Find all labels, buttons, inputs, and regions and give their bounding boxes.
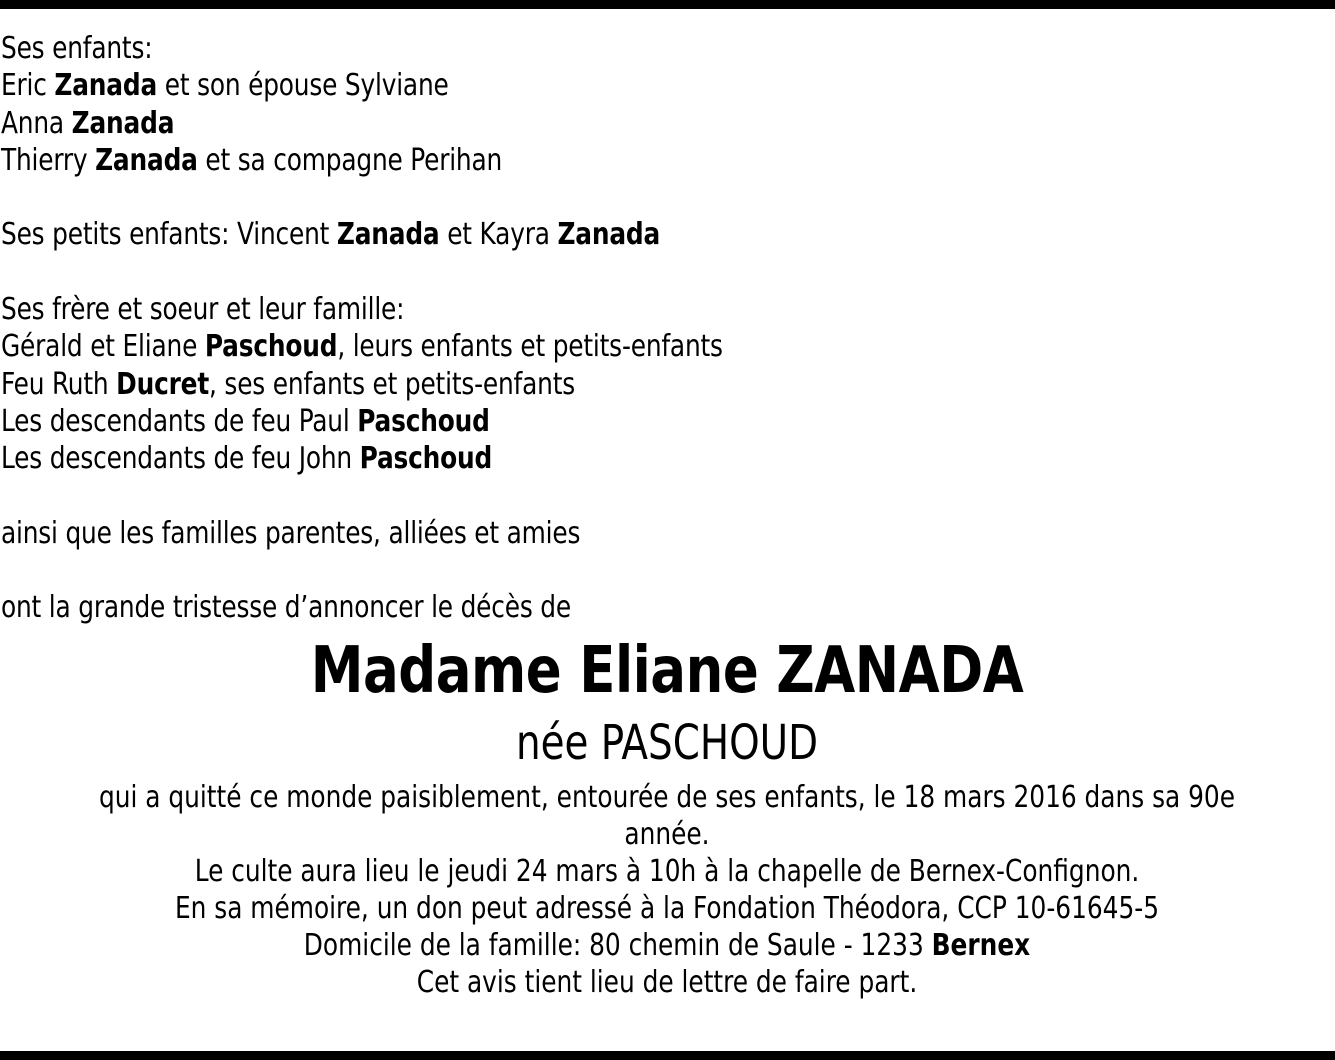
deceased-name: Madame Eliane ZANADA <box>310 633 1024 708</box>
top-border-rule <box>0 0 1335 9</box>
sibling-entry: Les descendants de feu Paul Paschoud <box>1 403 490 439</box>
sibling-entry: Les descendants de feu John Paschoud <box>1 441 493 477</box>
sibling-surname: Ducret <box>116 366 210 402</box>
sibling-surname: Paschoud <box>357 403 490 439</box>
sibling-entry: Feu Ruth Ducret, ses enfants et petits-enfants <box>1 366 575 402</box>
donation-line: En sa mémoire, un don peut adressé à la Fondation Théodora, CCP 10-61645-5 <box>174 890 1160 926</box>
spacer <box>1 552 1333 589</box>
children-heading: Ses enfants: <box>1 31 153 66</box>
child-entry: Thierry Zanada et sa compagne Perihan <box>1 142 503 178</box>
extended-family-line: ainsi que les familles parentes, alliées et amies <box>1 515 581 551</box>
siblings-heading: Ses frère et soeur et leur famille: <box>1 292 405 328</box>
passing-line: qui a quitté ce monde paisiblement, entourée de ses enfants, le 18 mars 2016 dans sa 90e <box>98 779 1235 815</box>
child-surname: Zanada <box>71 105 175 141</box>
domicile-city: Bernex <box>931 927 1031 963</box>
announcement-line: ont la grande tristesse d’annoncer le décès de <box>1 590 571 626</box>
obituary-notice <box>1 30 1333 1001</box>
passing-line-continued: année. <box>624 816 710 852</box>
spacer <box>1 179 1333 216</box>
family-list <box>1 30 1333 627</box>
maiden-name: née PASCHOUD <box>515 714 819 771</box>
spacer <box>1 254 1333 291</box>
domicile-line: Domicile de la famille: 80 chemin de Saule - 1233 Bernex <box>303 927 1031 963</box>
sibling-surname: Paschoud <box>359 441 493 477</box>
bottom-border-rule <box>0 1051 1335 1060</box>
sibling-surname: Paschoud <box>204 329 338 365</box>
child-surname: Zanada <box>54 68 158 104</box>
grandchild-surname: Zanada <box>336 217 440 253</box>
child-entry: Anna Zanada <box>1 105 175 141</box>
sibling-entry: Gérald et Eliane Paschoud, leurs enfants et petits-enfants <box>1 329 723 365</box>
child-surname: Zanada <box>95 142 198 178</box>
service-line: Le culte aura lieu le jeudi 24 mars à 10h à la chapelle de Bernex-Confignon. <box>194 853 1140 889</box>
spacer <box>1 478 1333 515</box>
details-block <box>1 779 1333 1001</box>
closing-line: Cet avis tient lieu de lettre de faire part. <box>416 964 918 1000</box>
grandchild-surname: Zanada <box>557 217 661 253</box>
grandchildren-line: Ses petits enfants: Vincent Zanada et Kayra Zanada <box>1 217 661 253</box>
child-entry: Eric Zanada et son épouse Sylviane <box>1 68 449 104</box>
